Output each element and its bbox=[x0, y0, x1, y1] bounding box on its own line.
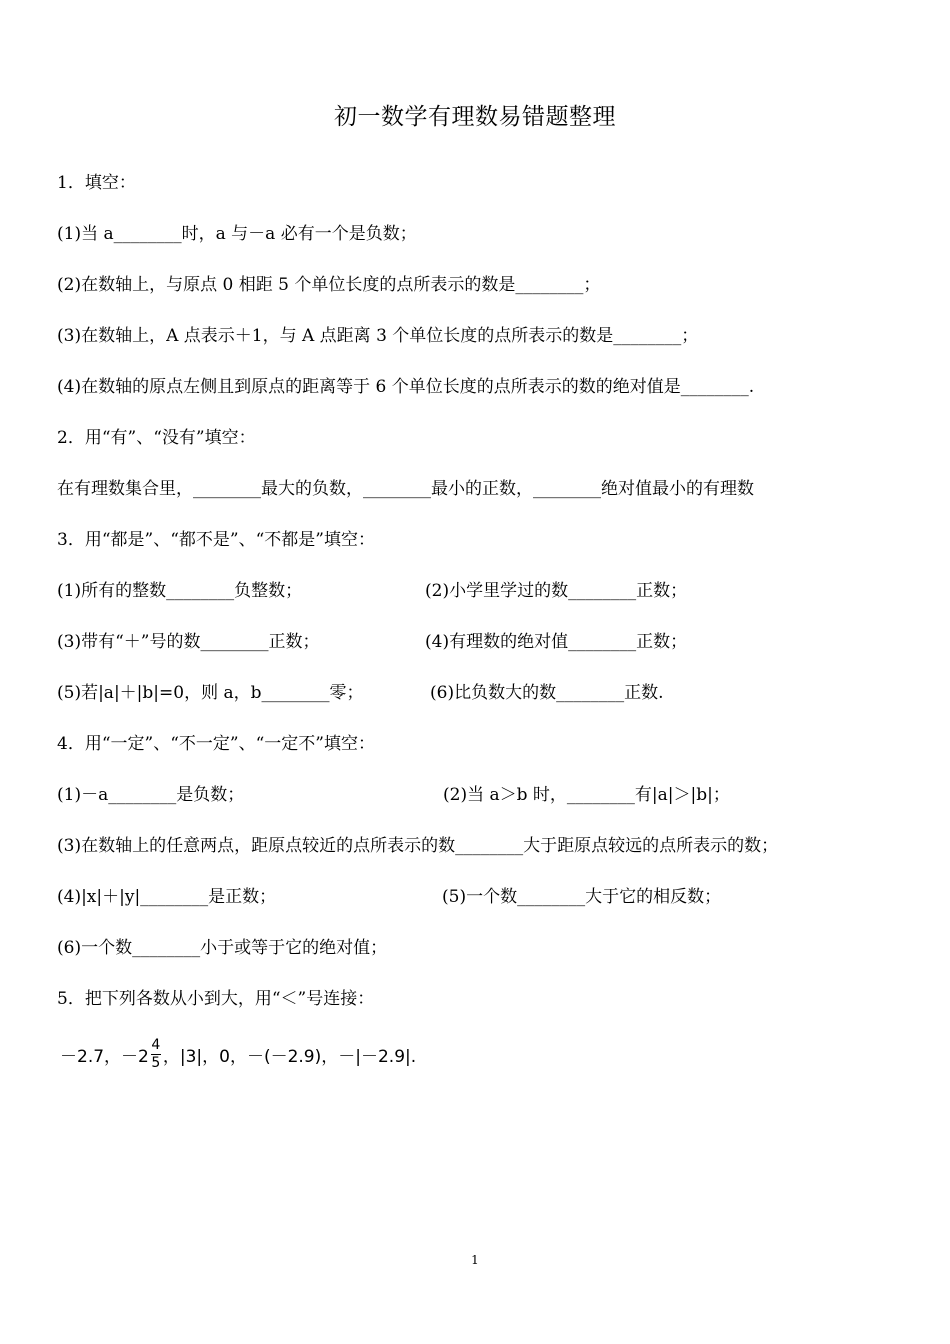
fraction-denominator: 5 bbox=[151, 1055, 161, 1071]
q5-heading: 5．把下列各数从小到大，用“＜”号连接： bbox=[57, 989, 375, 1009]
q5-math-part-a: －2.7，－2 bbox=[60, 1047, 149, 1067]
q4-item-3: (3)在数轴上的任意两点，距原点较近的点所表示的数________大于距原点较远的点所表示的数； bbox=[57, 836, 779, 856]
q4-item-2: (2)当 a＞b 时，________有|a|＞|b|； bbox=[443, 785, 730, 805]
q3-item-4: (4)有理数的绝对值________正数； bbox=[425, 632, 688, 652]
page-number: 1 bbox=[471, 1253, 479, 1267]
q4-item-5: (5)一个数________大于它的相反数； bbox=[442, 887, 722, 907]
q4-item-1: (1)－a________是负数； bbox=[57, 785, 245, 805]
q3-item-5: (5)若|a|＋|b|=0，则 a，b________零； bbox=[57, 683, 364, 703]
q2-line: 在有理数集合里，________最大的负数，________最小的正数，________绝对值最小的有理数 bbox=[57, 479, 754, 499]
q1-heading: 1．填空： bbox=[57, 173, 136, 193]
q3-heading: 3．用“都是”、“都不是”、“不都是”填空： bbox=[57, 530, 375, 550]
q4-heading: 4．用“一定”、“不一定”、“一定不”填空： bbox=[57, 734, 375, 754]
fraction-numerator: 4 bbox=[151, 1037, 161, 1053]
q4-item-6: (6)一个数________小于或等于它的绝对值； bbox=[57, 938, 388, 958]
q5-math-part-b: ，|3|，0，－(－2.9)，－|－2.9|. bbox=[162, 1047, 417, 1067]
q3-item-2: (2)小学里学过的数________正数； bbox=[425, 581, 688, 601]
q5-number-list bbox=[60, 1038, 416, 1071]
page-title: 初一数学有理数易错题整理 bbox=[334, 104, 616, 130]
q3-item-3: (3)带有“＋”号的数________正数； bbox=[57, 632, 320, 652]
q5-fraction bbox=[151, 1038, 161, 1071]
q1-item-3: (3)在数轴上，A 点表示＋1，与 A 点距离 3 个单位长度的点所表示的数是________； bbox=[57, 326, 699, 346]
q4-item-4: (4)|x|＋|y|________是正数； bbox=[57, 887, 277, 907]
q1-item-4: (4)在数轴的原点左侧且到原点的距离等于 6 个单位长度的点所表示的数的绝对值是________. bbox=[57, 377, 755, 397]
q3-item-6: (6)比负数大的数________正数. bbox=[430, 683, 664, 703]
q1-item-2: (2)在数轴上，与原点 0 相距 5 个单位长度的点所表示的数是________； bbox=[57, 275, 601, 295]
q3-item-1: (1)所有的整数________负整数； bbox=[57, 581, 303, 601]
q1-item-1: (1)当 a________时，a 与－a 必有一个是负数； bbox=[57, 224, 417, 244]
q2-heading: 2．用“有”、“没有”填空： bbox=[57, 428, 256, 448]
